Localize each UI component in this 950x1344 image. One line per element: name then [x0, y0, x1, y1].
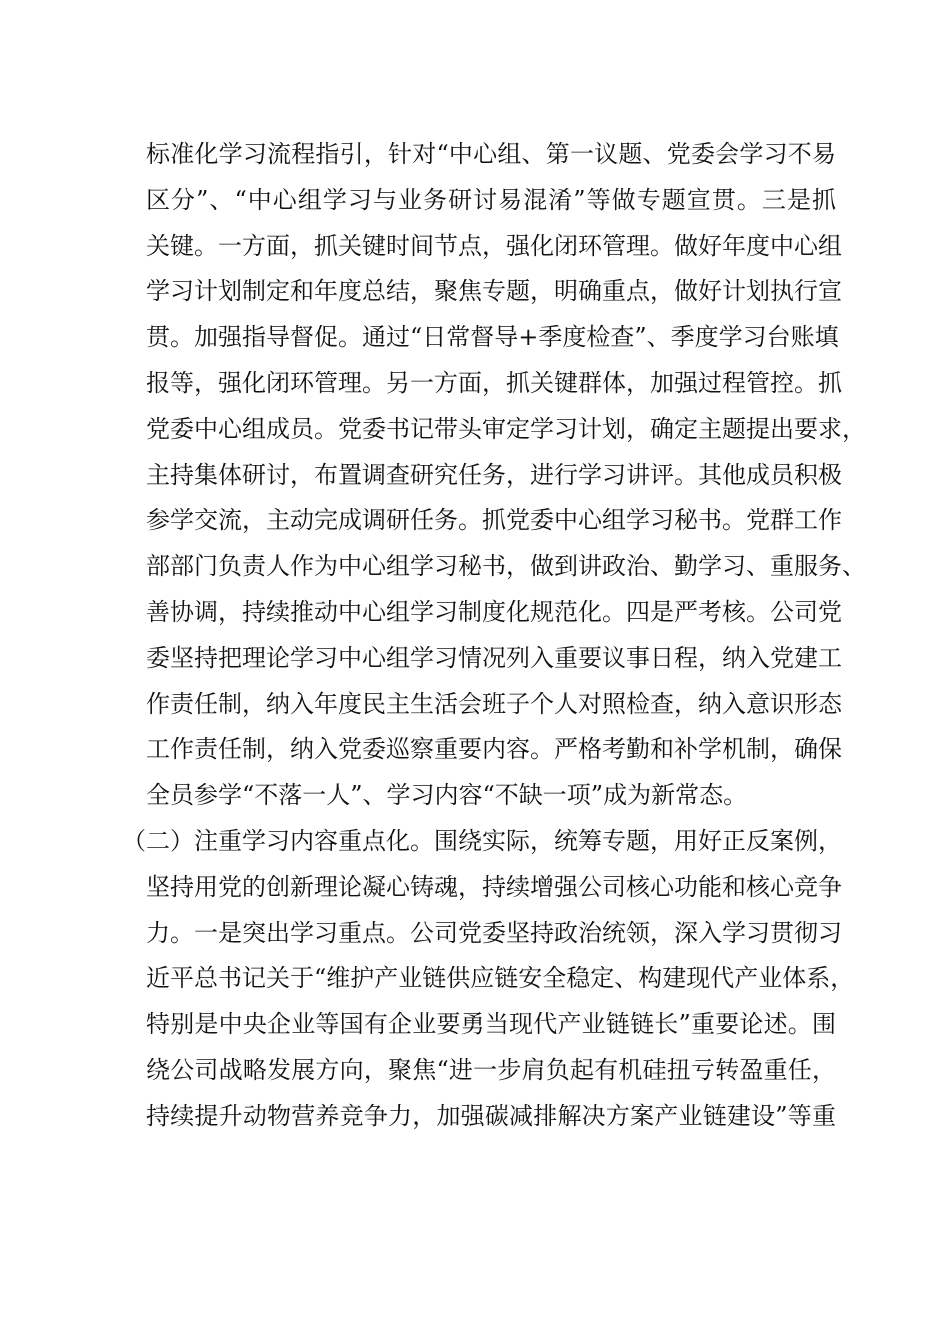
text-line: 标准化学习流程指引，针对“中心组、第一议题、党委会学习不易	[146, 140, 836, 168]
text-line: 特别是中央企业等国有企业要勇当现代产业链链长”重要论述。围	[146, 1010, 836, 1039]
text-line: 力。一是突出学习重点。公司党委坚持政治统领，深入学习贯彻习	[146, 918, 842, 947]
text-line: 关键。一方面，抓关键时间节点，强化闭环管理。做好年度中心组	[146, 231, 842, 260]
text-line: 学习计划制定和年度总结，聚焦专题，明确重点，做好计划执行宣	[146, 277, 842, 306]
text-line: 主持集体研讨，布置调查研究任务，进行学习讲评。其他成员积极	[146, 460, 842, 489]
text-line: 部部门负责人作为中心组学习秘书，做到讲政治、勤学习、重服务、	[146, 552, 866, 581]
text-line: 坚持用党的创新理论凝心铸魂，持续增强公司核心功能和核心竞争	[146, 872, 842, 901]
text-line: 贯。加强指导督促。通过“日常督导+季度检查”、季度学习台账填	[146, 323, 839, 352]
section-heading-line: （二）注重学习内容重点化。围绕实际，统筹专题，用好正反案例，	[122, 826, 842, 855]
text-line: 近平总书记关于“维护产业链供应链安全稳定、构建现代产业体系，	[146, 964, 855, 993]
text-line: 区分”、“中心组学习与业务研讨易混淆”等做专题宣贯。三是抓	[146, 185, 836, 214]
text-line: 参学交流，主动完成调研任务。抓党委中心组学习秘书。党群工作	[146, 506, 842, 535]
text-line: 善协调，持续推动中心组学习制度化规范化。四是严考核。公司党	[146, 597, 842, 626]
text-line: 作责任制，纳入年度民主生活会班子个人对照检查，纳入意识形态	[146, 689, 842, 718]
text-line: 委坚持把理论学习中心组学习情况列入重要议事日程，纳入党建工	[146, 643, 842, 672]
text-line: 持续提升动物营养竞争力，加强碳减排解决方案产业链建设”等重	[146, 1101, 836, 1130]
text-line: 报等，强化闭环管理。另一方面，抓关键群体，加强过程管控。抓	[146, 368, 842, 397]
text-line: 全员参学“不落一人”、学习内容“不缺一项”成为新常态。	[146, 781, 748, 810]
text-line: 绕公司战略发展方向，聚焦“进一步肩负起有机硅扭亏转盈重任，	[146, 1055, 836, 1084]
text-line: 党委中心组成员。党委书记带头审定学习计划，确定主题提出要求，	[146, 414, 866, 443]
body-text	[122, 132, 866, 1140]
text-line: 工作责任制，纳入党委巡察重要内容。严格考勤和补学机制，确保	[146, 735, 842, 764]
